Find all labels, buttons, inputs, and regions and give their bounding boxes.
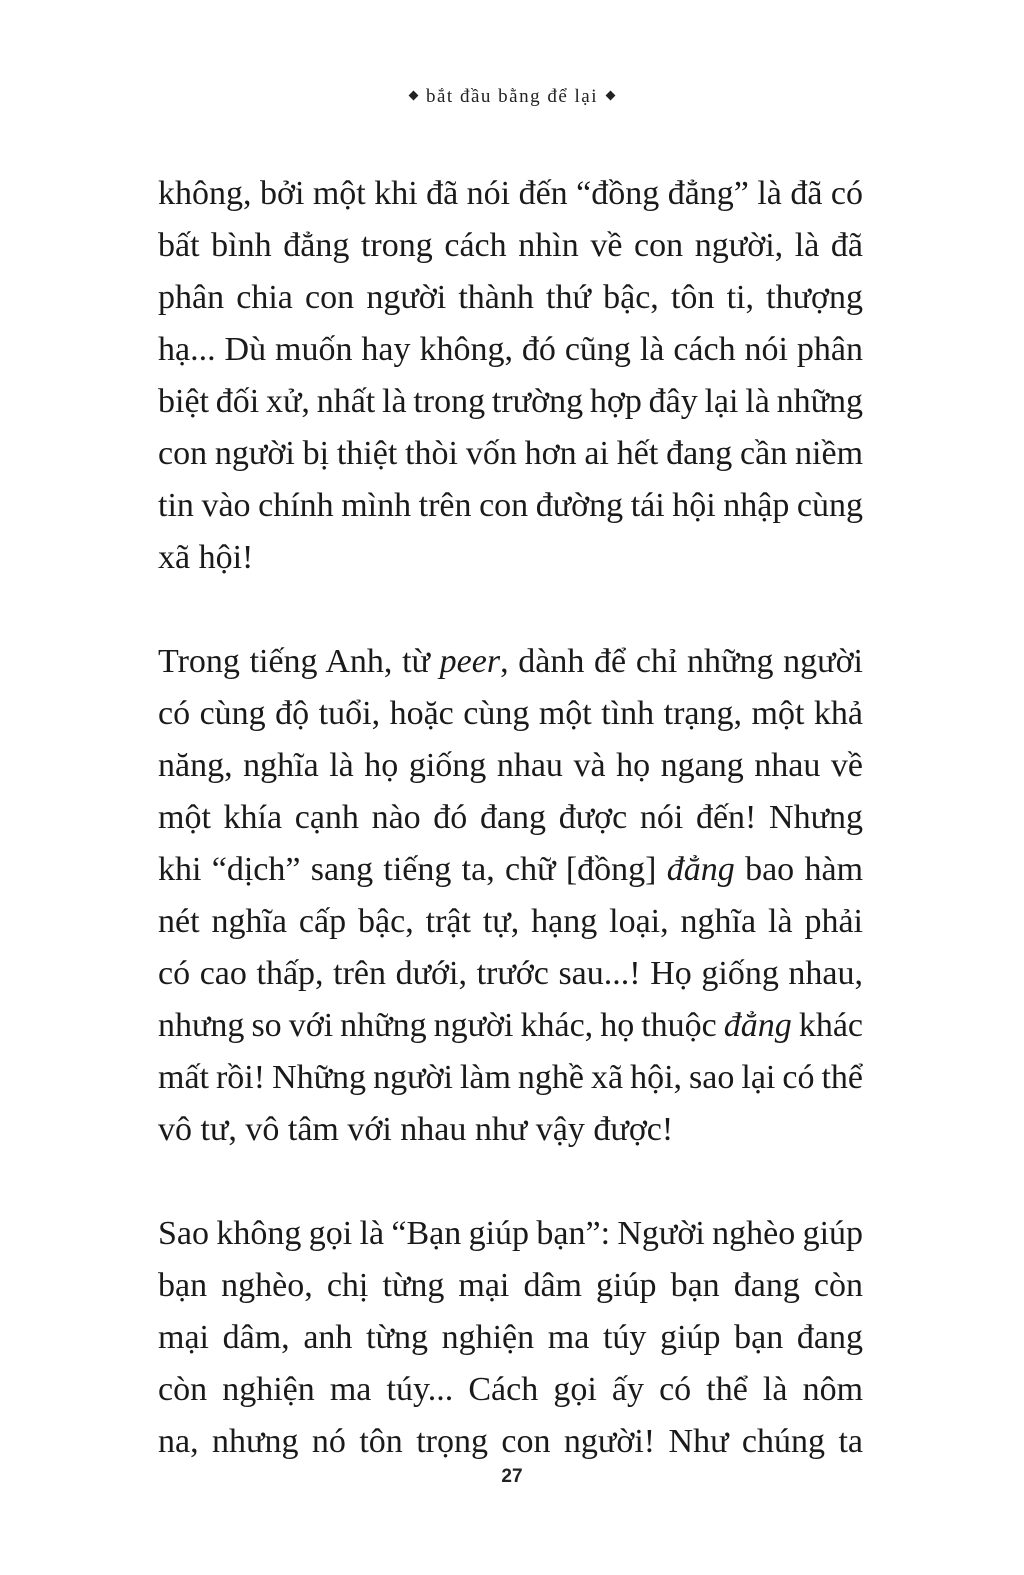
text-line bbox=[158, 376, 863, 428]
text-run: nhưng so với những người khác, họ thuộc bbox=[158, 1007, 724, 1044]
text-run: còn nghiện ma túy... Cách gọi ấy có thể là nôm bbox=[158, 1371, 864, 1408]
italic-term: đẳng bbox=[723, 1007, 792, 1044]
page-number: 27 bbox=[501, 1466, 523, 1487]
text-line bbox=[158, 428, 863, 480]
diamond-ornament-icon bbox=[409, 91, 419, 101]
text-line bbox=[158, 1000, 863, 1052]
diamond-ornament-icon bbox=[606, 91, 616, 101]
text-line bbox=[158, 1260, 863, 1312]
text-line bbox=[158, 896, 863, 948]
text-line bbox=[158, 948, 863, 1000]
paragraph bbox=[158, 168, 863, 584]
text-line bbox=[158, 532, 863, 584]
text-line bbox=[158, 636, 863, 688]
paragraph bbox=[158, 1208, 863, 1468]
text-run: hạ... Dù muốn hay không, đó cũng là cách nói phân bbox=[158, 331, 864, 368]
text-run: , dành để chỉ những người bbox=[500, 643, 864, 680]
text-run: con người bị thiệt thòi vốn hơn ai hết đang cần niềm bbox=[158, 435, 864, 472]
running-head bbox=[0, 86, 1024, 108]
text-line bbox=[158, 1052, 863, 1104]
text-run: vô tư, vô tâm với nhau như vậy được! bbox=[158, 1111, 674, 1148]
text-run: có cao thấp, trên dưới, trước sau...! Họ giống nhau, bbox=[158, 955, 864, 992]
text-run: na, nhưng nó tôn trọng con người! Như chúng ta bbox=[158, 1423, 863, 1460]
text-run: tin vào chính mình trên con đường tái hội nhập cùng bbox=[158, 487, 863, 524]
text-run: biệt đối xử, nhất là trong trường hợp đây lại là những bbox=[158, 383, 863, 420]
text-run: mất rồi! Những người làm nghề xã hội, sao lại có thể bbox=[158, 1059, 863, 1096]
text-line bbox=[158, 1104, 863, 1156]
text-run: Sao không gọi là “Bạn giúp bạn”: Người nghèo giúp bbox=[158, 1215, 864, 1252]
text-run: phân chia con người thành thứ bậc, tôn ti, thượng bbox=[158, 279, 863, 316]
text-run: bất bình đẳng trong cách nhìn về con người, là đã bbox=[158, 227, 864, 264]
text-line bbox=[158, 220, 863, 272]
italic-term: peer bbox=[439, 643, 501, 680]
text-line bbox=[158, 792, 863, 844]
text-run: một khía cạnh nào đó đang được nói đến! Nhưng bbox=[158, 799, 863, 836]
text-run: không, bởi một khi đã nói đến “đồng đẳng” là đã có bbox=[158, 175, 863, 212]
text-run: Trong tiếng Anh, từ bbox=[158, 643, 440, 680]
text-run: có cùng độ tuổi, hoặc cùng một tình trạng, một khả bbox=[158, 695, 863, 732]
text-run: bao hàm bbox=[734, 851, 864, 888]
text-line bbox=[158, 480, 863, 532]
text-run: khi “dịch” sang tiếng ta, chữ [đồng] bbox=[158, 851, 667, 888]
body-text bbox=[158, 168, 863, 1520]
text-line bbox=[158, 1208, 863, 1260]
text-line bbox=[158, 740, 863, 792]
text-line bbox=[158, 1364, 863, 1416]
text-line bbox=[158, 168, 863, 220]
text-run: xã hội! bbox=[158, 539, 254, 576]
text-line bbox=[158, 324, 863, 376]
text-run: khác bbox=[791, 1007, 864, 1044]
text-line bbox=[158, 1416, 863, 1468]
text-run: năng, nghĩa là họ giống nhau và họ ngang nhau về bbox=[158, 747, 863, 784]
running-head-title: bắt đầu bằng để lại bbox=[425, 86, 598, 107]
text-run: nét nghĩa cấp bậc, trật tự, hạng loại, nghĩa là phải bbox=[158, 903, 864, 940]
italic-term: đẳng bbox=[666, 851, 735, 888]
text-run: bạn nghèo, chị từng mại dâm giúp bạn đang còn bbox=[158, 1267, 863, 1304]
text-line bbox=[158, 272, 863, 324]
text-line bbox=[158, 688, 863, 740]
text-run: mại dâm, anh từng nghiện ma túy giúp bạn đang bbox=[158, 1319, 863, 1356]
paragraph bbox=[158, 636, 863, 1156]
text-line bbox=[158, 1312, 863, 1364]
text-line bbox=[158, 844, 863, 896]
